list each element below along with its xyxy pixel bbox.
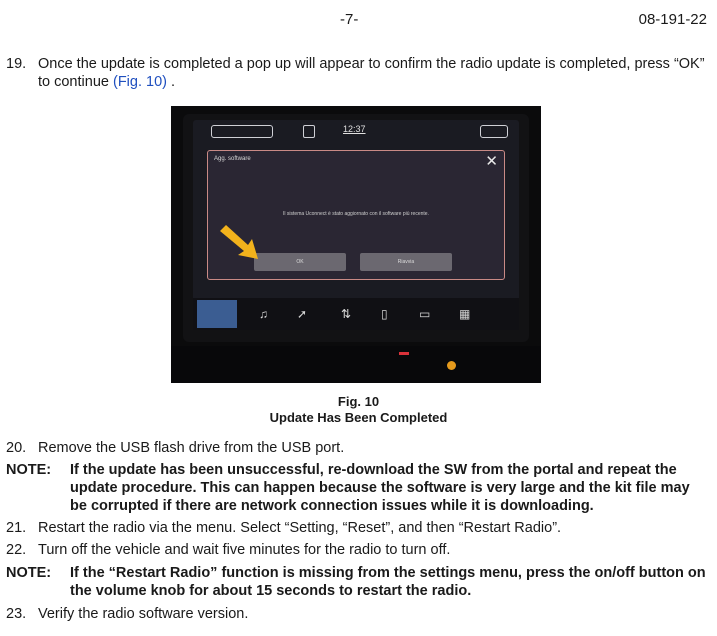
step-tail: . [171, 74, 176, 90]
console-controls [171, 346, 541, 383]
step-number: 19. [6, 56, 27, 72]
note-label: NOTE: [6, 462, 52, 478]
vehicle-icon[interactable]: ▭ [419, 307, 431, 321]
popup-message: Il sistema Uconnect è stato aggiornato con il software più recente. [283, 211, 429, 217]
figure-caption: Update Has Been Completed [269, 410, 448, 425]
arrow-icon [218, 225, 264, 261]
step-text: Once the update is completed a pop up will appear to confirm the radio update is completed, press “OK” to continue [38, 56, 705, 90]
phone-icon [303, 125, 315, 138]
bottom-dock [193, 298, 519, 330]
step-text: Remove the USB flash drive from the USB port. [38, 440, 345, 456]
user-icon [480, 125, 508, 138]
radio-screen [193, 120, 519, 330]
update-popup [207, 150, 505, 280]
phone-icon[interactable]: ▯ [381, 307, 388, 321]
compass-icon[interactable]: ⇅ [341, 307, 352, 321]
home-tab-icon[interactable] [197, 300, 237, 328]
step-text: Verify the radio software version. [38, 606, 249, 622]
step-number: 20. [6, 440, 27, 456]
figure-photo [171, 106, 541, 383]
indicator-light [399, 352, 409, 355]
popup-title: Agg. software [214, 156, 251, 162]
close-icon[interactable]: ✕ [485, 153, 498, 170]
restart-button[interactable]: Riavvia [360, 253, 452, 271]
clock: 12:37 [343, 124, 366, 134]
document-id: 08-191-22 [638, 11, 707, 28]
figure-label: Fig. 10 [337, 394, 380, 409]
step-number: 21. [6, 520, 27, 536]
step-number: 23. [6, 606, 27, 622]
ok-button[interactable]: OK [254, 253, 346, 271]
step-number: 22. [6, 542, 27, 558]
music-icon[interactable]: ♫ [259, 307, 268, 321]
note-text: If the “Restart Radio” function is missing from the settings menu, press the on/off button on the volume knob for about 15 seconds to restart the radio. [70, 565, 706, 599]
note-text: If the update has been unsuccessful, re-download the SW from the portal and repeat the update procedure. This can happen because the software is very large and the kit file may be corrupted if there are network connection issues while it is downloading. [70, 462, 690, 514]
step-text: Turn off the vehicle and wait five minutes for the radio to turn off. [38, 542, 451, 558]
figure-reference-link[interactable]: (Fig. 10) [112, 74, 167, 90]
button-light [447, 361, 456, 370]
status-icons-pill [211, 125, 273, 138]
apps-grid-icon[interactable]: ▦ [459, 307, 471, 321]
status-bar [193, 120, 519, 142]
step-text: Restart the radio via the menu. Select “Setting, “Reset”, and then “Restart Radio”. [38, 520, 562, 536]
note-label: NOTE: [6, 565, 52, 581]
navigation-icon[interactable]: ➚ [297, 307, 308, 321]
page-number: -7- [340, 11, 359, 28]
